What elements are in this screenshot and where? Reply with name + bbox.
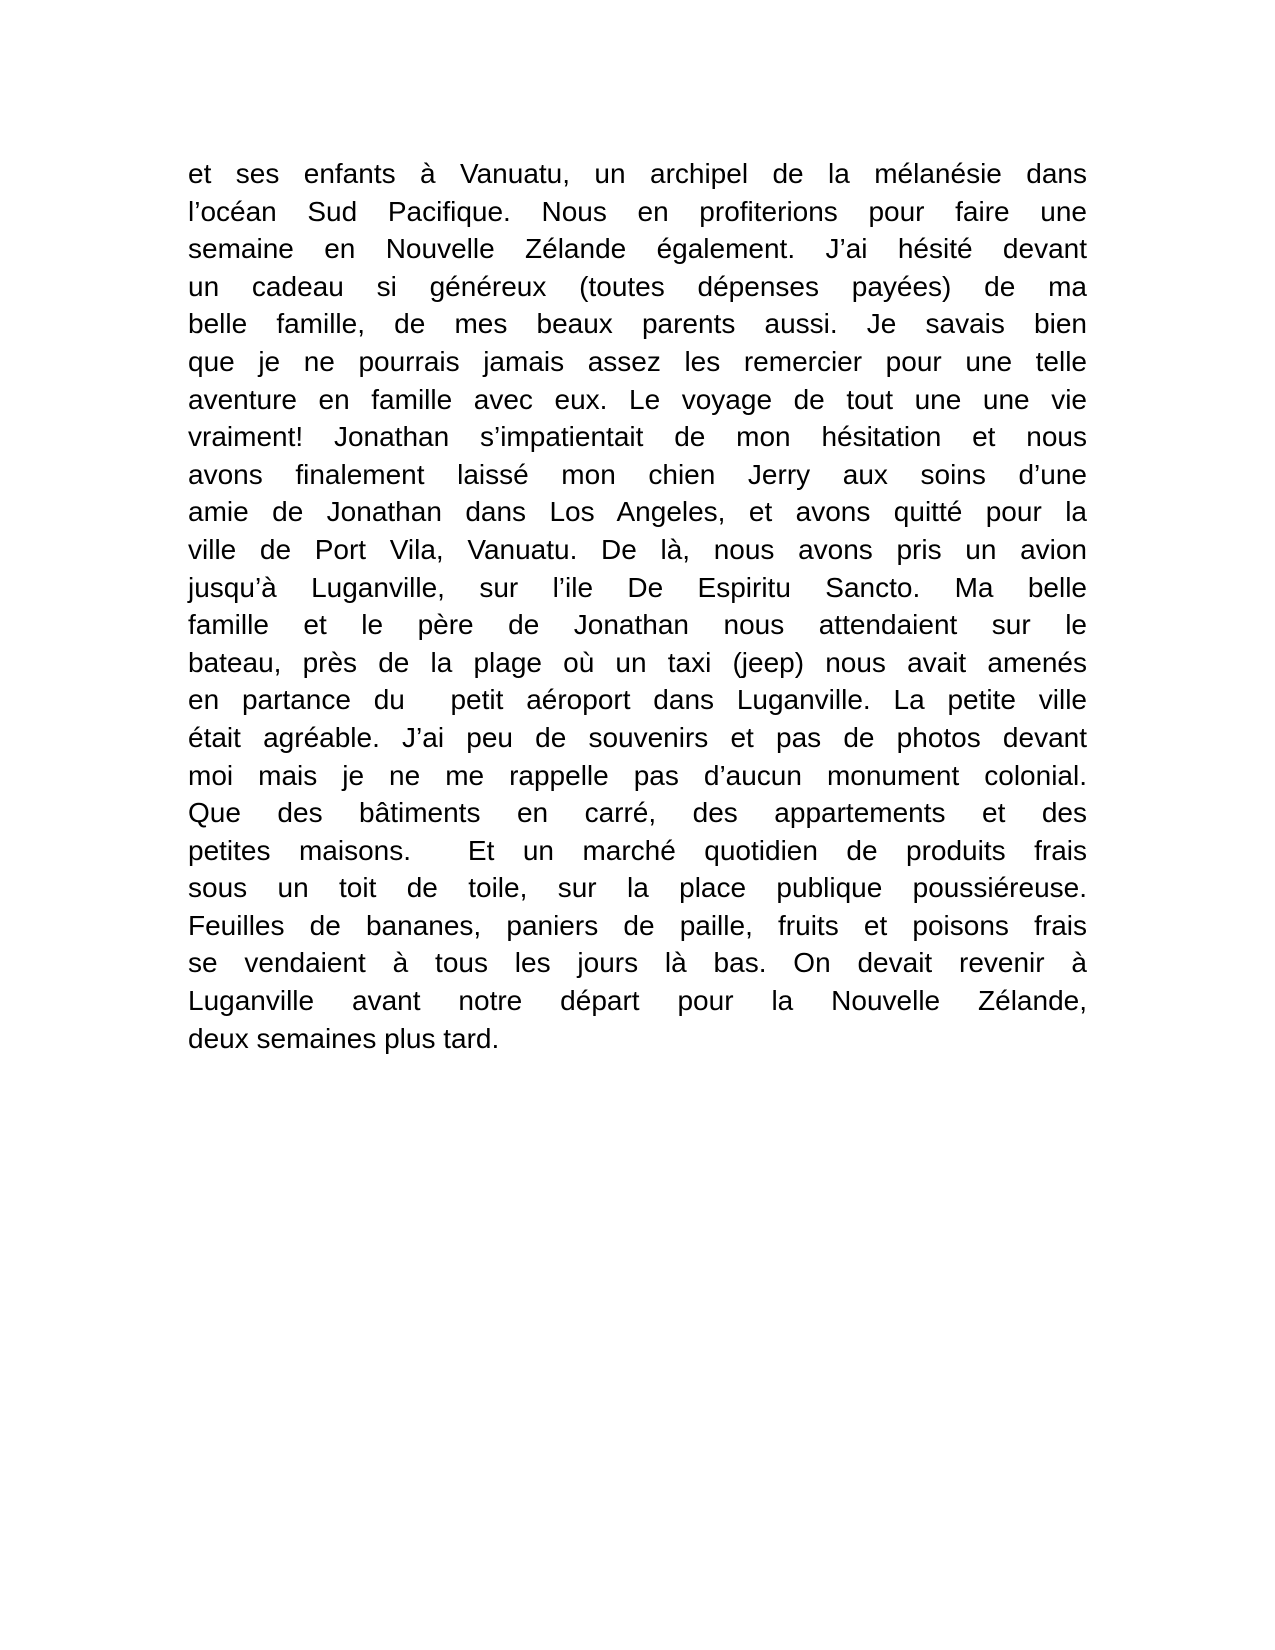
text-line: belle famille, de mes beaux parents aussi. Je savais bien <box>188 308 1087 340</box>
text-line: aventure en famille avec eux. Le voyage de tout une une vie <box>188 383 1087 415</box>
text-line: vraiment! Jonathan s’impatientait de mon hésitation et nous <box>188 421 1087 453</box>
text-line: famille et le père de Jonathan nous attendaient sur le <box>188 609 1087 641</box>
text-line: bateau, près de la plage où un taxi (jeep) nous avait amenés <box>188 646 1087 678</box>
text-line: semaine en Nouvelle Zélande également. J’ai hésité devant <box>188 233 1087 265</box>
text-line: Que des bâtiments en carré, des appartements et des <box>188 797 1087 829</box>
text-line: que je ne pourrais jamais assez les remercier pour une telle <box>188 345 1087 377</box>
body-paragraph <box>188 155 1087 1057</box>
text-line: en partance du petit aéroport dans Luganville. La petite ville <box>188 684 1087 716</box>
text-line: l’océan Sud Pacifique. Nous en profiterions pour faire une <box>188 195 1087 227</box>
text-line: Feuilles de bananes, paniers de paille, fruits et poisons frais <box>188 909 1087 941</box>
text-line: et ses enfants à Vanuatu, un archipel de la mélanésie dans <box>188 158 1087 189</box>
text-line: Luganville avant notre départ pour la Nouvelle Zélande, <box>188 985 1087 1017</box>
text-line: était agréable. J’ai peu de souvenirs et pas de photos devant <box>188 721 1087 753</box>
text-line: amie de Jonathan dans Los Angeles, et avons quitté pour la <box>188 496 1087 528</box>
text-line: sous un toit de toile, sur la place publique poussiéreuse. <box>188 872 1087 904</box>
text-line: un cadeau si généreux (toutes dépenses payées) de ma <box>188 270 1087 302</box>
text-line: ville de Port Vila, Vanuatu. De là, nous avons pris un avion <box>188 533 1087 565</box>
text-line: se vendaient à tous les jours là bas. On devait revenir à <box>188 947 1087 979</box>
text-line: petites maisons. Et un marché quotidien de produits frais <box>188 834 1087 866</box>
text-line: deux semaines plus tard. <box>188 1022 500 1054</box>
text-line: moi mais je ne me rappelle pas d’aucun monument colonial. <box>188 759 1087 791</box>
text-line: avons finalement laissé mon chien Jerry aux soins d’une <box>188 458 1087 490</box>
text-line: jusqu’à Luganville, sur l’ile De Espiritu Sancto. Ma belle <box>188 571 1087 603</box>
